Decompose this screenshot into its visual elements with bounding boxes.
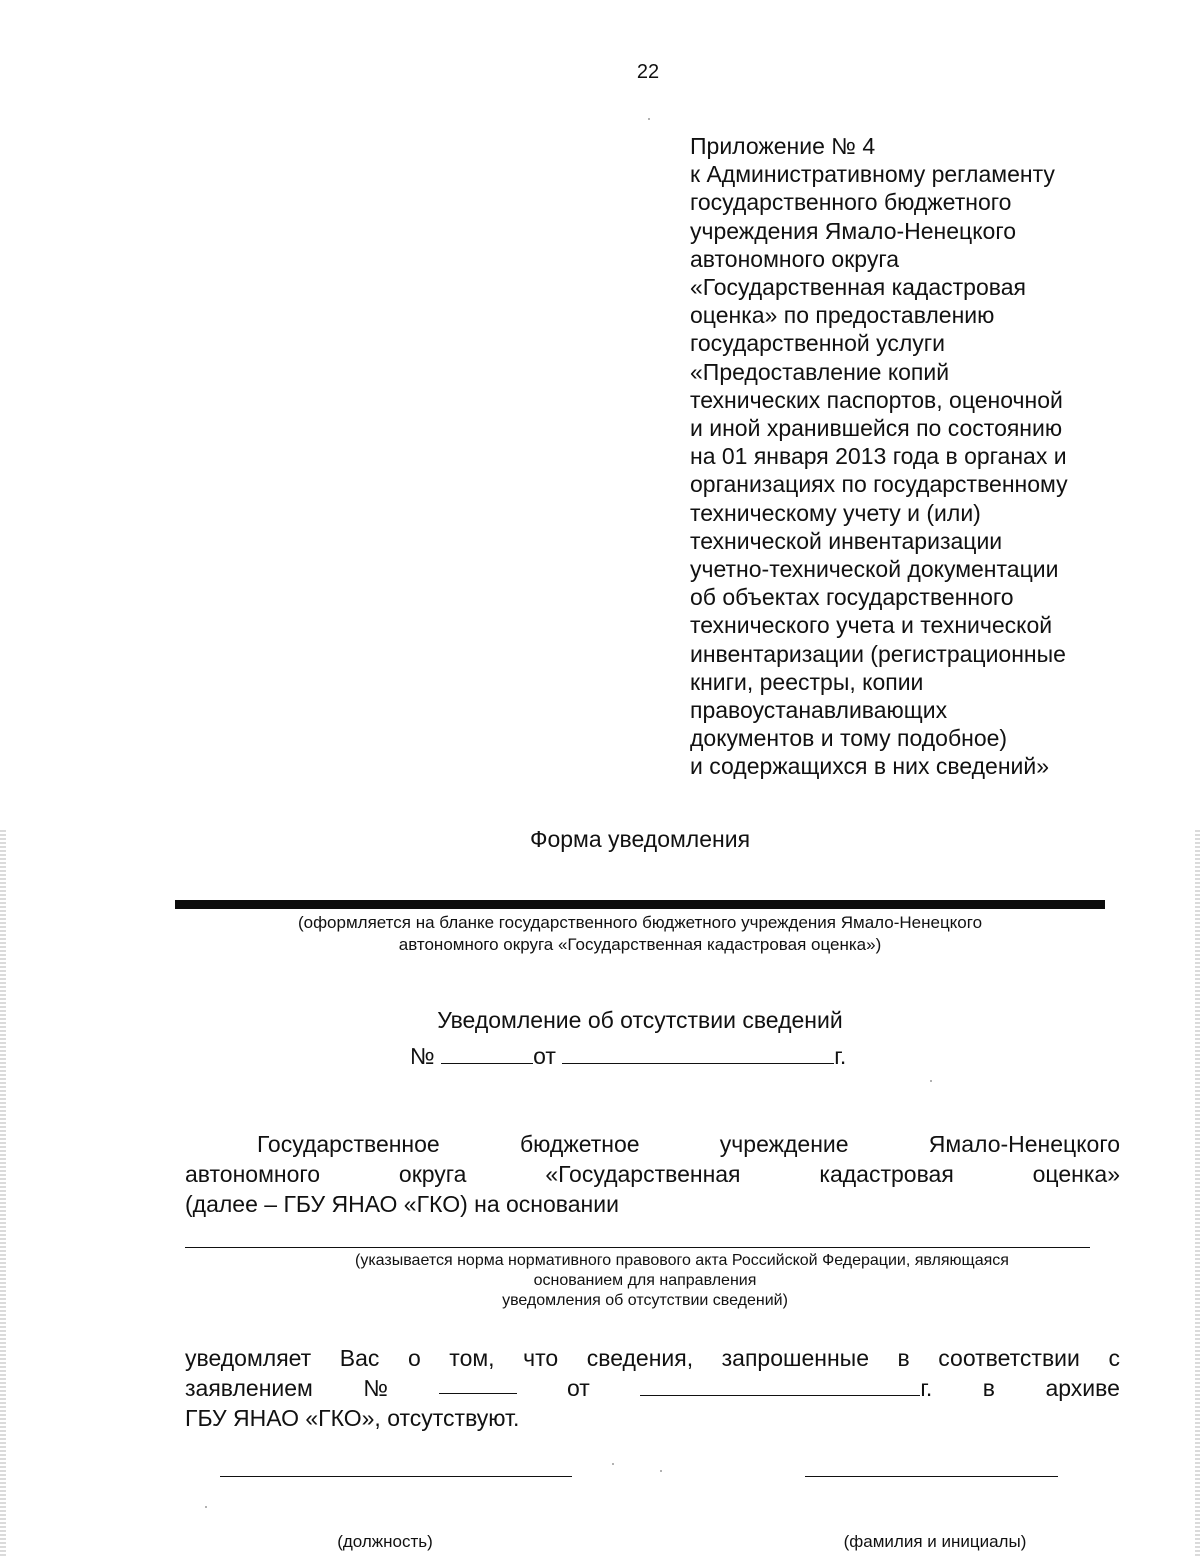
application-number-blank	[439, 1373, 517, 1394]
appendix-line: государственного бюджетного	[690, 189, 1012, 216]
result-word: о	[407, 1345, 421, 1371]
appendix-line: инвентаризации (регистрационные	[690, 640, 1066, 667]
position-label: (должность)	[337, 1532, 433, 1551]
application-date-group	[640, 1373, 932, 1403]
number-sign: №	[363, 1375, 389, 1401]
result-word: Вас	[339, 1345, 380, 1371]
appendix-line: технического учета и технической	[690, 612, 1053, 639]
basis-note-line: уведомления об отсутствии сведений)	[502, 1292, 788, 1309]
appendix-line: книги, реестры, копии	[690, 668, 924, 695]
word-in: в	[982, 1375, 995, 1401]
result-word: что	[523, 1345, 559, 1371]
result-paragraph	[185, 1343, 1120, 1433]
page-number: 22	[636, 61, 660, 83]
appendix-line: организациях по государственному	[690, 471, 1068, 498]
name-signature-line	[805, 1476, 1058, 1477]
appendix-line: технической инвентаризации	[690, 527, 1003, 554]
form-title: Форма уведомления	[529, 826, 751, 852]
appendix-line: государственной услуги	[690, 330, 946, 357]
basis-rule	[185, 1247, 1090, 1248]
result-line	[185, 1343, 1120, 1373]
appendix-line: и содержащихся в них сведений»	[690, 753, 1050, 780]
scan-speckle	[648, 118, 650, 120]
appendix-line: технических паспортов, оценочной	[690, 386, 1063, 413]
position-signature-line	[220, 1476, 572, 1477]
word-statement: заявлением	[185, 1375, 313, 1401]
scan-speckle	[205, 1506, 207, 1508]
date-prefix: от	[567, 1375, 590, 1401]
date-prefix: от	[533, 1043, 556, 1069]
appendix-block	[690, 132, 1160, 781]
appendix-line: документов и тому подобное)	[690, 725, 1008, 752]
result-word: запрошенные	[721, 1345, 869, 1371]
basis-note-line: (указывается норма нормативного правового акта Российской Федерации, являющаяся	[355, 1252, 1009, 1269]
appendix-line: на 01 января 2013 года в органах и	[690, 443, 1067, 470]
notice-number-line	[410, 1042, 846, 1070]
result-word: том,	[449, 1345, 495, 1371]
appendix-line: учетно-технической документации	[690, 556, 1059, 583]
result-word: с	[1108, 1345, 1120, 1371]
scan-edge-left	[0, 830, 6, 1557]
result-word: уведомляет	[185, 1345, 312, 1371]
word-archive: архиве	[1045, 1375, 1120, 1401]
body-line: автономного округа «Государственная кадастровая оценка»	[185, 1161, 1120, 1187]
year-suffix: г.	[834, 1043, 847, 1069]
letterhead-note-line: автономного округа «Государственная кадастровая оценка»)	[398, 935, 882, 954]
appendix-line: об объектах государственного	[690, 584, 1014, 611]
number-blank	[441, 1043, 533, 1064]
result-line: ГБУ ЯНАО «ГКО», отсутствуют.	[185, 1405, 520, 1431]
scan-speckle	[660, 1470, 662, 1472]
body-line: (далее – ГБУ ЯНАО «ГКО) на основании	[185, 1191, 619, 1217]
appendix-line: Приложение № 4	[690, 133, 876, 159]
date-blank	[562, 1043, 834, 1064]
body-paragraph	[185, 1129, 1120, 1219]
appendix-line: автономного округа	[690, 245, 899, 272]
appendix-line: оценка» по предоставлению	[690, 302, 995, 329]
scan-edge-right	[1195, 830, 1200, 1557]
body-line: Государственное бюджетное учреждение Ямало-Ненецкого	[257, 1131, 1120, 1157]
basis-note	[185, 1251, 1105, 1311]
result-word: сведения,	[586, 1345, 694, 1371]
appendix-line: и иной хранившейся по состоянию	[690, 415, 1063, 442]
result-word: соответствии	[938, 1345, 1080, 1371]
result-line-2	[185, 1373, 1120, 1403]
letterhead-note-line: (оформляется на бланке государственного бюджетного учреждения Ямало-Ненецкого	[297, 913, 983, 932]
basis-note-line: основанием для направления	[533, 1272, 757, 1289]
appendix-line: техническому учету и (или)	[690, 499, 981, 526]
letterhead-note	[175, 912, 1105, 956]
scan-speckle	[930, 1080, 932, 1082]
application-date-blank	[640, 1375, 920, 1396]
appendix-line: «Государственная кадастровая	[690, 274, 1026, 301]
appendix-line: к Административному регламенту	[690, 161, 1055, 188]
year-suffix: г.	[920, 1375, 933, 1401]
result-word: в	[897, 1345, 910, 1371]
notice-title: Уведомление об отсутствии сведений	[437, 1007, 843, 1033]
scan-speckle	[612, 1463, 614, 1465]
appendix-line: «Предоставление копий	[690, 358, 950, 385]
name-label: (фамилия и инициалы)	[843, 1532, 1027, 1551]
appendix-line: правоустанавливающих	[690, 697, 948, 724]
appendix-line: учреждения Ямало-Ненецкого	[690, 217, 1016, 244]
number-sign: №	[410, 1043, 435, 1069]
letterhead-rule	[175, 900, 1105, 909]
